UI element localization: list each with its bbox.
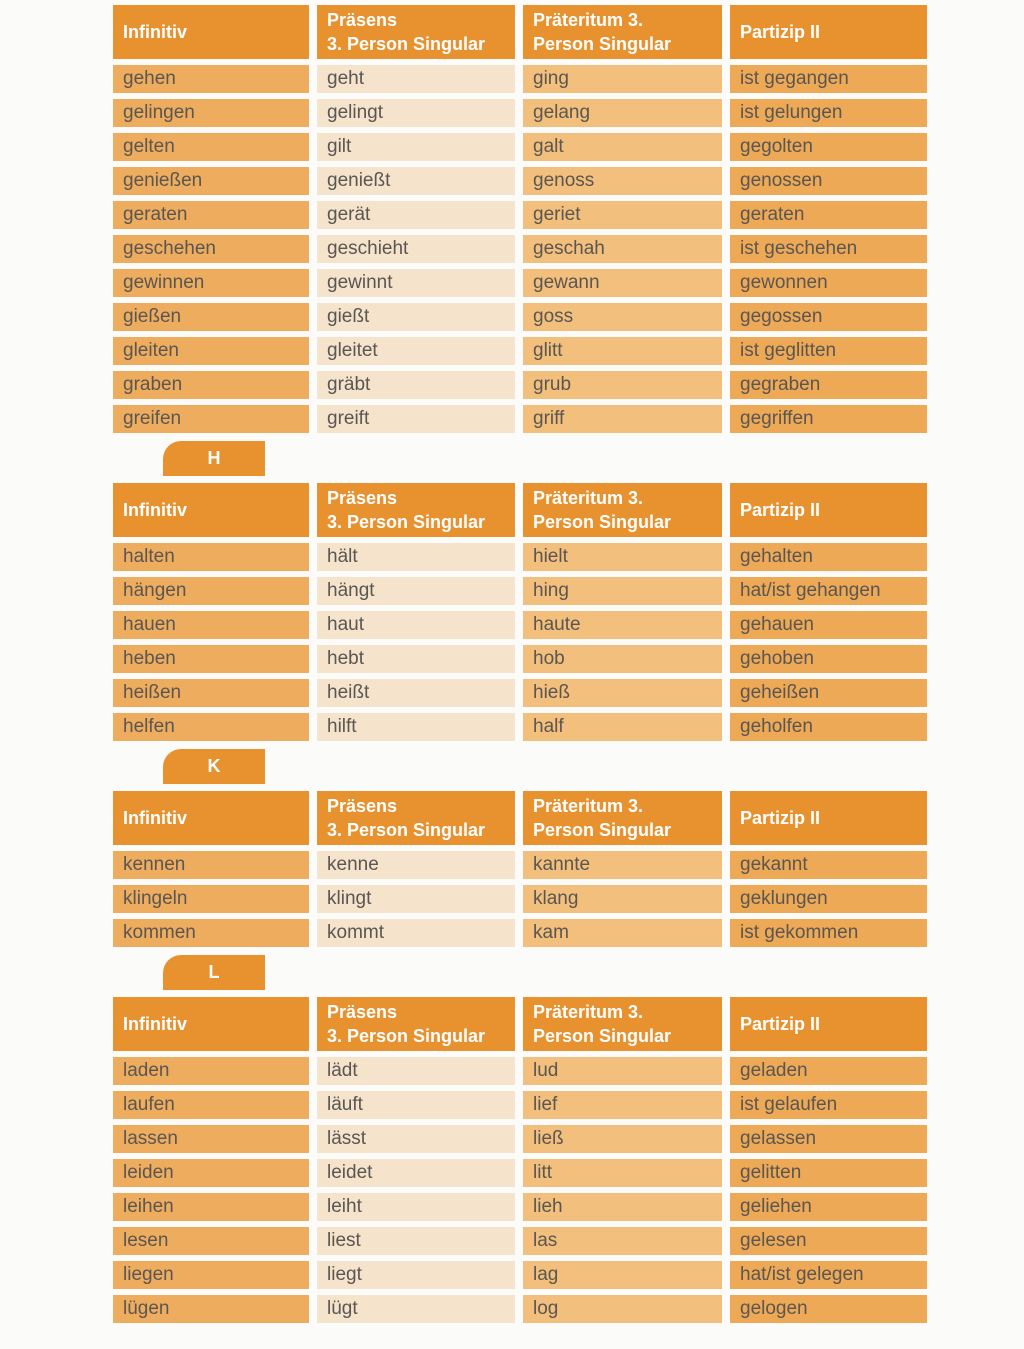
cell-praesens: gewinnt xyxy=(317,269,515,297)
cell-partizip: ist gelungen xyxy=(730,99,927,127)
cell-praesens: hält xyxy=(317,543,515,571)
cell-praesens: greift xyxy=(317,405,515,433)
column-header-praesens: Präsens 3. Person Singular xyxy=(317,791,515,845)
verb-table-g xyxy=(113,5,927,433)
section-tab-k: K xyxy=(163,749,265,784)
column-header-praesens: Präsens 3. Person Singular xyxy=(317,997,515,1051)
cell-partizip: ist geglitten xyxy=(730,337,927,365)
cell-partizip: hat/ist gelegen xyxy=(730,1261,927,1289)
cell-praesens: liest xyxy=(317,1227,515,1255)
cell-infinitiv: gießen xyxy=(113,303,309,331)
cell-praeteritum: genoss xyxy=(523,167,722,195)
column-header-praeteritum: Präteritum 3. Person Singular xyxy=(523,791,722,845)
cell-infinitiv: klingeln xyxy=(113,885,309,913)
cell-praesens: gerät xyxy=(317,201,515,229)
cell-praesens: gilt xyxy=(317,133,515,161)
cell-infinitiv: hauen xyxy=(113,611,309,639)
cell-praeteritum: ließ xyxy=(523,1125,722,1153)
column-header-partizip: Partizip II xyxy=(730,483,927,537)
cell-partizip: ist geschehen xyxy=(730,235,927,263)
cell-praeteritum: glitt xyxy=(523,337,722,365)
cell-praesens: geht xyxy=(317,65,515,93)
verb-table-l xyxy=(113,997,927,1323)
cell-partizip: gelassen xyxy=(730,1125,927,1153)
cell-praeteritum: hing xyxy=(523,577,722,605)
cell-infinitiv: kommen xyxy=(113,919,309,947)
column-header-praesens: Präsens 3. Person Singular xyxy=(317,483,515,537)
cell-infinitiv: helfen xyxy=(113,713,309,741)
cell-infinitiv: lassen xyxy=(113,1125,309,1153)
cell-praeteritum: log xyxy=(523,1295,722,1323)
cell-praeteritum: goss xyxy=(523,303,722,331)
cell-partizip: gegolten xyxy=(730,133,927,161)
section-tab-h: H xyxy=(163,441,265,476)
cell-infinitiv: hängen xyxy=(113,577,309,605)
cell-praeteritum: geschah xyxy=(523,235,722,263)
cell-infinitiv: kennen xyxy=(113,851,309,879)
cell-partizip: geraten xyxy=(730,201,927,229)
column-header-partizip: Partizip II xyxy=(730,997,927,1051)
cell-praeteritum: lag xyxy=(523,1261,722,1289)
cell-infinitiv: gelten xyxy=(113,133,309,161)
cell-praeteritum: lieh xyxy=(523,1193,722,1221)
cell-partizip: geladen xyxy=(730,1057,927,1085)
cell-infinitiv: halten xyxy=(113,543,309,571)
column-header-infinitiv: Infinitiv xyxy=(113,483,309,537)
cell-partizip: gehalten xyxy=(730,543,927,571)
cell-praesens: gräbt xyxy=(317,371,515,399)
verb-table-k xyxy=(113,791,927,947)
cell-infinitiv: heben xyxy=(113,645,309,673)
cell-infinitiv: leihen xyxy=(113,1193,309,1221)
cell-infinitiv: gleiten xyxy=(113,337,309,365)
cell-infinitiv: genießen xyxy=(113,167,309,195)
cell-infinitiv: gewinnen xyxy=(113,269,309,297)
cell-praesens: liegt xyxy=(317,1261,515,1289)
cell-praesens: heißt xyxy=(317,679,515,707)
cell-praeteritum: kam xyxy=(523,919,722,947)
cell-praesens: kommt xyxy=(317,919,515,947)
cell-infinitiv: greifen xyxy=(113,405,309,433)
cell-infinitiv: geschehen xyxy=(113,235,309,263)
cell-praesens: leidet xyxy=(317,1159,515,1187)
cell-partizip: gekannt xyxy=(730,851,927,879)
column-header-praeteritum: Präteritum 3. Person Singular xyxy=(523,483,722,537)
cell-partizip: ist gekommen xyxy=(730,919,927,947)
cell-praeteritum: hielt xyxy=(523,543,722,571)
cell-infinitiv: liegen xyxy=(113,1261,309,1289)
cell-partizip: ist gegangen xyxy=(730,65,927,93)
cell-praesens: kenne xyxy=(317,851,515,879)
column-header-partizip: Partizip II xyxy=(730,5,927,59)
cell-infinitiv: gehen xyxy=(113,65,309,93)
cell-infinitiv: laden xyxy=(113,1057,309,1085)
cell-infinitiv: lesen xyxy=(113,1227,309,1255)
cell-praeteritum: klang xyxy=(523,885,722,913)
cell-praesens: läuft xyxy=(317,1091,515,1119)
cell-praesens: haut xyxy=(317,611,515,639)
verb-conjugation-page xyxy=(113,5,927,1323)
cell-praesens: klingt xyxy=(317,885,515,913)
cell-partizip: geklungen xyxy=(730,885,927,913)
cell-partizip: gelesen xyxy=(730,1227,927,1255)
cell-praeteritum: gewann xyxy=(523,269,722,297)
cell-praesens: leiht xyxy=(317,1193,515,1221)
cell-praeteritum: hob xyxy=(523,645,722,673)
cell-infinitiv: heißen xyxy=(113,679,309,707)
cell-partizip: gegossen xyxy=(730,303,927,331)
cell-praesens: gießt xyxy=(317,303,515,331)
cell-infinitiv: geraten xyxy=(113,201,309,229)
cell-praesens: lässt xyxy=(317,1125,515,1153)
cell-praeteritum: galt xyxy=(523,133,722,161)
cell-praesens: hilft xyxy=(317,713,515,741)
cell-partizip: genossen xyxy=(730,167,927,195)
cell-praesens: hängt xyxy=(317,577,515,605)
cell-praesens: lädt xyxy=(317,1057,515,1085)
cell-partizip: gegriffen xyxy=(730,405,927,433)
cell-praesens: gelingt xyxy=(317,99,515,127)
cell-praeteritum: grub xyxy=(523,371,722,399)
section-tab-l: L xyxy=(163,955,265,990)
cell-partizip: gehoben xyxy=(730,645,927,673)
cell-praeteritum: half xyxy=(523,713,722,741)
cell-praeteritum: geriet xyxy=(523,201,722,229)
column-header-praeteritum: Präteritum 3. Person Singular xyxy=(523,5,722,59)
column-header-praeteritum: Präteritum 3. Person Singular xyxy=(523,997,722,1051)
column-header-infinitiv: Infinitiv xyxy=(113,791,309,845)
cell-partizip: ist gelaufen xyxy=(730,1091,927,1119)
cell-praeteritum: lief xyxy=(523,1091,722,1119)
cell-partizip: gelitten xyxy=(730,1159,927,1187)
cell-praesens: genießt xyxy=(317,167,515,195)
cell-infinitiv: gelingen xyxy=(113,99,309,127)
cell-praesens: gleitet xyxy=(317,337,515,365)
cell-partizip: geheißen xyxy=(730,679,927,707)
cell-praeteritum: griff xyxy=(523,405,722,433)
cell-praeteritum: las xyxy=(523,1227,722,1255)
column-header-infinitiv: Infinitiv xyxy=(113,5,309,59)
cell-praesens: hebt xyxy=(317,645,515,673)
cell-partizip: hat/ist gehangen xyxy=(730,577,927,605)
cell-praeteritum: hieß xyxy=(523,679,722,707)
column-header-praesens: Präsens 3. Person Singular xyxy=(317,5,515,59)
cell-praeteritum: ging xyxy=(523,65,722,93)
column-header-partizip: Partizip II xyxy=(730,791,927,845)
cell-partizip: gegraben xyxy=(730,371,927,399)
cell-praesens: lügt xyxy=(317,1295,515,1323)
cell-praeteritum: kannte xyxy=(523,851,722,879)
cell-praeteritum: lud xyxy=(523,1057,722,1085)
cell-partizip: gehauen xyxy=(730,611,927,639)
cell-partizip: geholfen xyxy=(730,713,927,741)
cell-partizip: geliehen xyxy=(730,1193,927,1221)
column-header-infinitiv: Infinitiv xyxy=(113,997,309,1051)
cell-praesens: geschieht xyxy=(317,235,515,263)
cell-praeteritum: litt xyxy=(523,1159,722,1187)
cell-partizip: gewonnen xyxy=(730,269,927,297)
cell-partizip: gelogen xyxy=(730,1295,927,1323)
cell-infinitiv: laufen xyxy=(113,1091,309,1119)
cell-infinitiv: leiden xyxy=(113,1159,309,1187)
cell-infinitiv: lügen xyxy=(113,1295,309,1323)
verb-table-h xyxy=(113,483,927,741)
cell-infinitiv: graben xyxy=(113,371,309,399)
cell-praeteritum: gelang xyxy=(523,99,722,127)
cell-praeteritum: haute xyxy=(523,611,722,639)
